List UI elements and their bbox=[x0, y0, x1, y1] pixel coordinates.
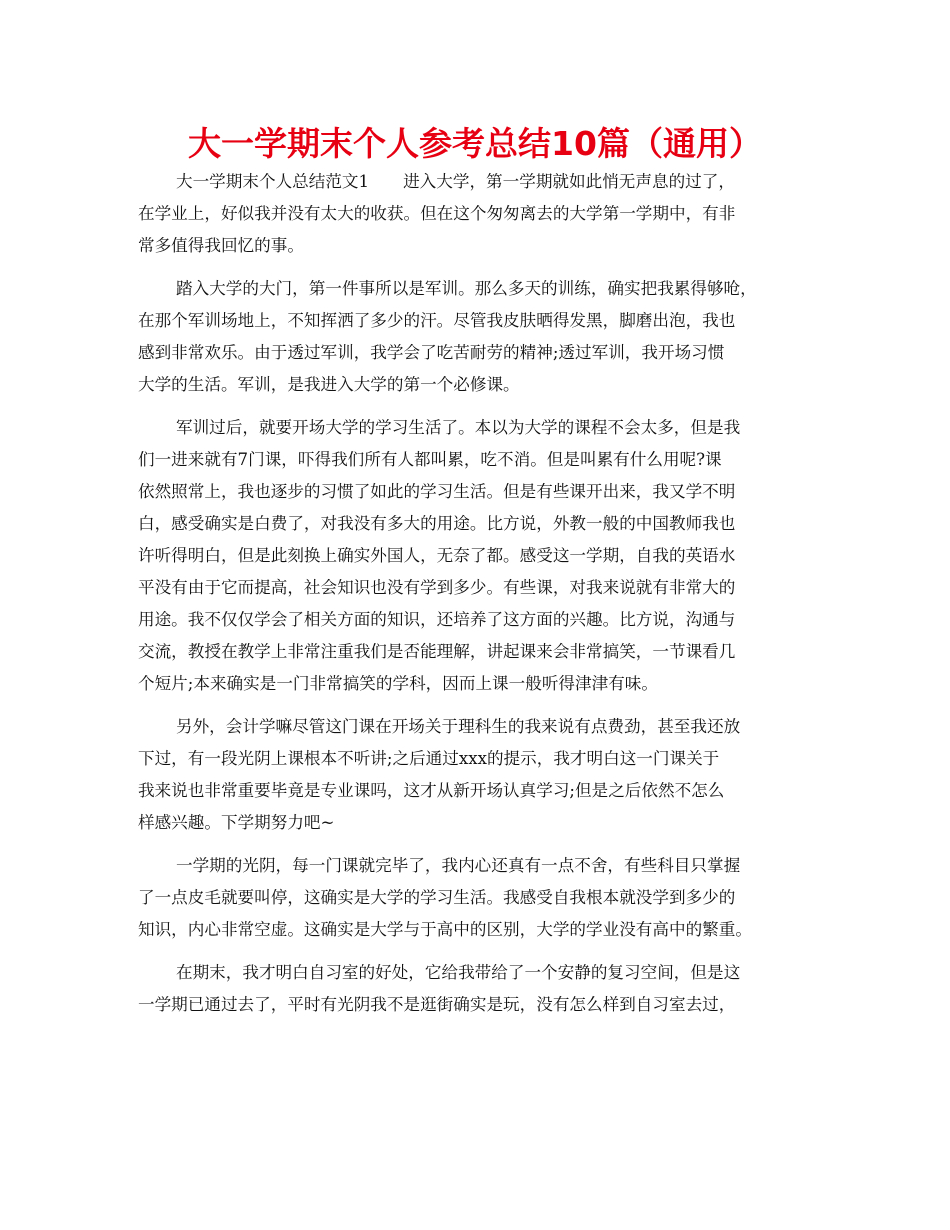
paragraph-line: 交流，教授在教学上非常注重我们是否能理解，讲起课来会非常搞笑，一节课看几 bbox=[138, 642, 736, 661]
paragraph-line: 一学期的光阴，每一门课就完毕了，我内心还真有一点不舍，有些科目只掌握 bbox=[176, 856, 741, 875]
paragraph-line: 们一进来就有7门课，吓得我们所有人都叫累，吃不消。但是叫累有什么用呢?课 bbox=[138, 450, 722, 469]
paragraph-line: 许听得明白，但是此刻换上确实外国人，无奈了都。感受这一学期，自我的英语水 bbox=[138, 546, 736, 565]
paragraph-line: 知识，内心非常空虚。这确实是大学与于高中的区别，大学的学业没有高中的繁重。 bbox=[138, 920, 752, 939]
paragraph-line: 在学业上，好似我并没有太大的收获。但在这个匆匆离去的大学第一学期中，有非 bbox=[138, 204, 736, 223]
paragraph-line: 在期末，我才明白自习室的好处，它给我带给了一个安静的复习空间，但是这 bbox=[176, 963, 741, 982]
paragraph-4 bbox=[138, 711, 828, 839]
paragraph-line: 另外，会计学嘛尽管这门课在开场关于理科生的我来说有点费劲，甚至我还放 bbox=[176, 717, 741, 736]
section-subtitle: 大一学期末个人总结范文1 bbox=[176, 172, 370, 191]
document-title: 大一学期末个人参考总结10篇（通用） bbox=[188, 124, 762, 163]
paragraph-line bbox=[138, 166, 828, 198]
paragraph-line: 我来说也非常重要毕竟是专业课吗，这才从新开场认真学习;但是之后依然不怎么 bbox=[138, 781, 725, 800]
paragraph-1 bbox=[138, 166, 828, 262]
paragraph-line: 用途。我不仅仅学会了相关方面的知识，还培养了这方面的兴趣。比方说，沟通与 bbox=[138, 610, 736, 629]
paragraph-line: 下过，有一段光阴上课根本不听讲;之后通过xxx的提示，我才明白这一门课关于 bbox=[138, 749, 720, 768]
paragraph-line: 个短片;本来确实是一门非常搞笑的学科，因而上课一般听得津津有味。 bbox=[138, 674, 658, 693]
paragraph-line: 常多值得我回忆的事。 bbox=[138, 236, 304, 255]
paragraph-line: 一学期已通过去了，平时有光阴我不是逛街确实是玩，没有怎么样到自习室去过， bbox=[138, 995, 736, 1014]
paragraph-line: 在那个军训场地上，不知挥洒了多少的汗。尽管我皮肤晒得发黑，脚磨出泡，我也 bbox=[138, 311, 736, 330]
paragraph-line: 样感兴趣。下学期努力吧~ bbox=[138, 813, 335, 832]
line-text: 进入大学，第一学期就如此悄无声息的过了， bbox=[403, 172, 735, 191]
paragraph-line: 感到非常欢乐。由于透过军训，我学会了吃苦耐劳的精神;透过军训，我开场习惯 bbox=[138, 343, 725, 362]
paragraph-5 bbox=[138, 850, 828, 946]
paragraph-6 bbox=[138, 957, 828, 1021]
paragraph-line: 白，感受确实是白费了，对我没有多大的用途。比方说，外教一般的中国教师我也 bbox=[138, 514, 736, 533]
paragraph-3 bbox=[138, 412, 828, 700]
paragraph-line: 依然照常上，我也逐步的习惯了如此的学习生活。但是有些课开出来，我又学不明 bbox=[138, 482, 736, 501]
paragraph-line: 了一点皮毛就要叫停，这确实是大学的学习生活。我感受自我根本就没学到多少的 bbox=[138, 888, 736, 907]
paragraph-line: 大学的生活。军训，是我进入大学的第一个必修课。 bbox=[138, 375, 520, 394]
paragraph-line: 军训过后，就要开场大学的学习生活了。本以为大学的课程不会太多，但是我 bbox=[176, 418, 741, 437]
paragraph-line: 踏入大学的大门，第一件事所以是军训。那么多天的训练，确实把我累得够呛， bbox=[176, 279, 757, 298]
document-body bbox=[138, 166, 828, 1032]
paragraph-2 bbox=[138, 273, 828, 401]
paragraph-line: 平没有由于它而提高，社会知识也没有学到多少。有些课，对我来说就有非常大的 bbox=[138, 578, 736, 597]
